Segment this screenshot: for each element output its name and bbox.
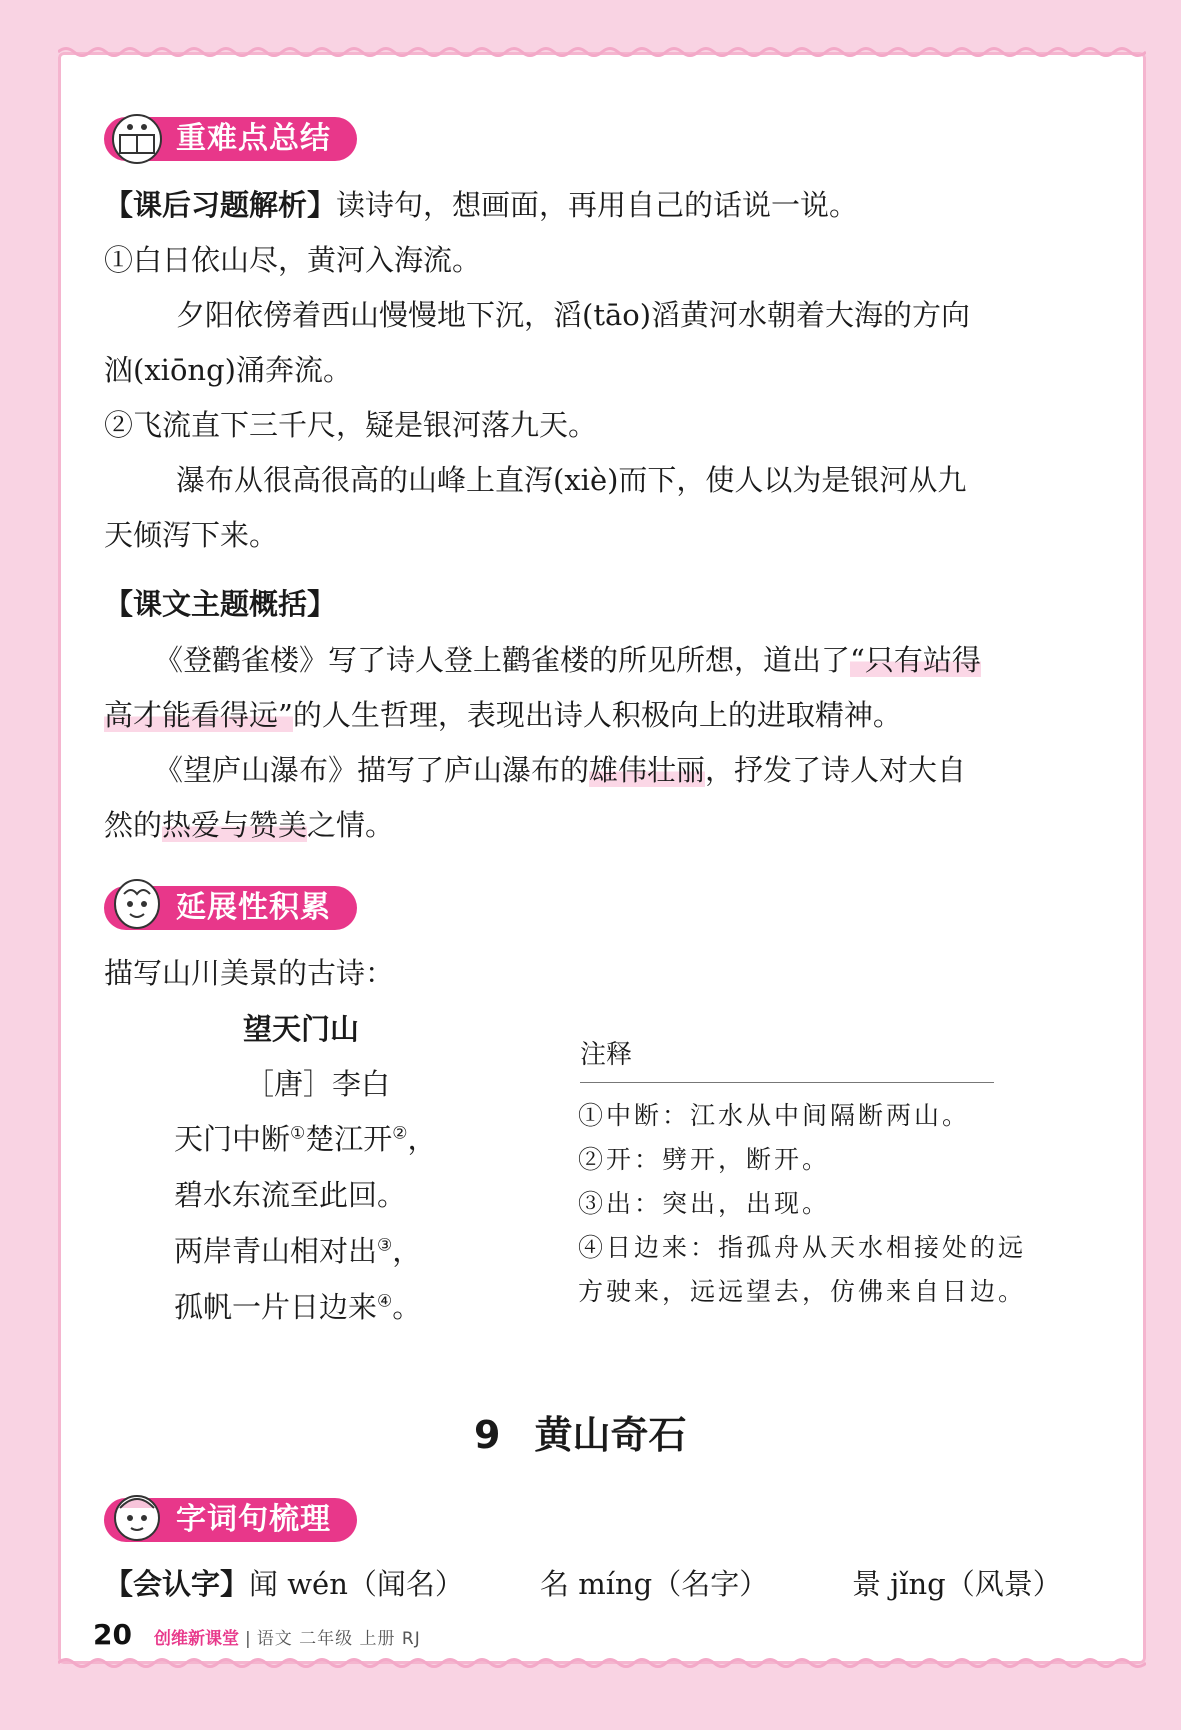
poem-line-1: ①白日依山尽，黄河入海流。 <box>104 243 482 277</box>
lesson-title: 黄山奇石 <box>534 1413 687 1457</box>
book-info: 语文 二年级 上册 RJ <box>256 1629 421 1649</box>
poem-verse-1 <box>174 1119 437 1159</box>
extension-intro: 描写山川美景的古诗： <box>104 956 395 990</box>
theme-1a <box>154 640 981 680</box>
page-number: 20 <box>93 1618 132 1651</box>
exercise-prompt: 读诗句，想画面，再用自己的话说一说。 <box>336 188 859 222</box>
lesson-heading <box>474 1410 686 1460</box>
poem-line-2: ②飞流直下三千尺，疑是银河落九天。 <box>104 408 598 442</box>
theme-label: 【课文主题概括】 <box>104 587 337 621</box>
verse-text: 楚江开 <box>305 1122 393 1156</box>
footnote-mark: ② <box>392 1123 408 1144</box>
poem-verse-4 <box>174 1287 421 1327</box>
theme-text: 之情。 <box>307 808 395 842</box>
theme-text: 的人生哲理，表现出诗人积极向上的进取精神。 <box>292 698 902 732</box>
note-3: ③出：突出，出现。 <box>578 1189 831 1218</box>
poem-author: ［唐］李白 <box>245 1067 391 1101</box>
wave-border-bottom <box>58 1656 1146 1670</box>
footnote-mark: ④ <box>377 1291 393 1312</box>
wave-border-top <box>58 45 1146 59</box>
poem-title: 望天门山 <box>243 1012 360 1046</box>
theme-2b <box>104 805 394 845</box>
theme-2a <box>154 750 966 790</box>
verse-text: 。 <box>392 1290 422 1324</box>
exercise-label: 【课后习题解析】 <box>104 188 337 222</box>
page-footer <box>93 1618 421 1651</box>
theme-highlight: 高才能看得远” <box>104 698 293 732</box>
poem-verse-3 <box>174 1231 421 1271</box>
verse-text: 天门中断 <box>174 1122 291 1156</box>
theme-text: 《登鹳雀楼》写了诗人登上鹳雀楼的所见所想，道出了 <box>154 643 851 677</box>
vocab-word-2: 名 míng（名字） <box>540 1567 769 1601</box>
footer-separator: | <box>244 1629 251 1649</box>
vocab-word-3: 景 jǐng（风景） <box>852 1567 1062 1601</box>
footnote-mark: ① <box>290 1123 306 1144</box>
vocab-word-1: 闻 wén（闻名） <box>249 1567 464 1601</box>
lesson-number: 9 <box>474 1413 501 1457</box>
section-title: 延展性积累 <box>104 886 357 930</box>
theme-highlight: “只有站得 <box>850 643 981 677</box>
note-4a: ④日边来：指孤舟从天水相接处的远 <box>578 1233 1027 1262</box>
theme-1b <box>104 695 902 735</box>
footnote-mark: ③ <box>377 1235 393 1256</box>
section-title: 重难点总结 <box>104 117 357 161</box>
section-tag-extension <box>104 884 357 932</box>
note-2: ②开：劈开，断开。 <box>578 1145 831 1174</box>
explanation-1a: 夕阳依傍着西山慢慢地下沉，滔(tāo)滔黄河水朝着大海的方向 <box>176 298 971 332</box>
theme-text: 然的 <box>104 808 163 842</box>
verse-text: 孤帆一片日边来 <box>174 1290 378 1324</box>
theme-highlight: 热爱与赞美 <box>162 808 308 842</box>
poem-verse-2: 碧水东流至此回。 <box>174 1178 407 1212</box>
section-tag-key-points <box>104 115 357 163</box>
notes-title: 注释 <box>580 1040 633 1070</box>
explanation-2a: 瀑布从很高很高的山峰上直泻(xiè)而下，使人以为是银河从九 <box>176 463 967 497</box>
book-mascot-icon <box>106 105 168 167</box>
section-tag-vocabulary <box>104 1496 357 1544</box>
verse-text: ， <box>392 1234 422 1268</box>
theme-highlight: 雄伟壮丽 <box>589 753 706 787</box>
character-mascot-icon <box>106 1486 168 1548</box>
note-1: ①中断：江水从中间隔断两山。 <box>578 1101 971 1130</box>
section-title: 字词句梳理 <box>104 1498 357 1542</box>
vocab-row <box>104 1564 464 1604</box>
explanation-2b: 天倾泻下来。 <box>104 518 279 552</box>
verse-text: 两岸青山相对出 <box>174 1234 378 1268</box>
notes-divider <box>580 1082 994 1083</box>
brain-mascot-icon <box>106 874 168 936</box>
exercise-heading <box>104 185 858 225</box>
vocab-label: 【会认字】 <box>104 1567 250 1601</box>
verse-text: ， <box>407 1122 437 1156</box>
explanation-1b: 汹(xiōng)涌奔流。 <box>104 353 352 387</box>
note-4b: 方驶来，远远望去，仿佛来自日边。 <box>578 1277 1027 1306</box>
theme-text: 《望庐山瀑布》描写了庐山瀑布的 <box>154 753 590 787</box>
brand-name: 创维新课堂 <box>153 1629 239 1649</box>
theme-text: ，抒发了诗人对大自 <box>705 753 967 787</box>
